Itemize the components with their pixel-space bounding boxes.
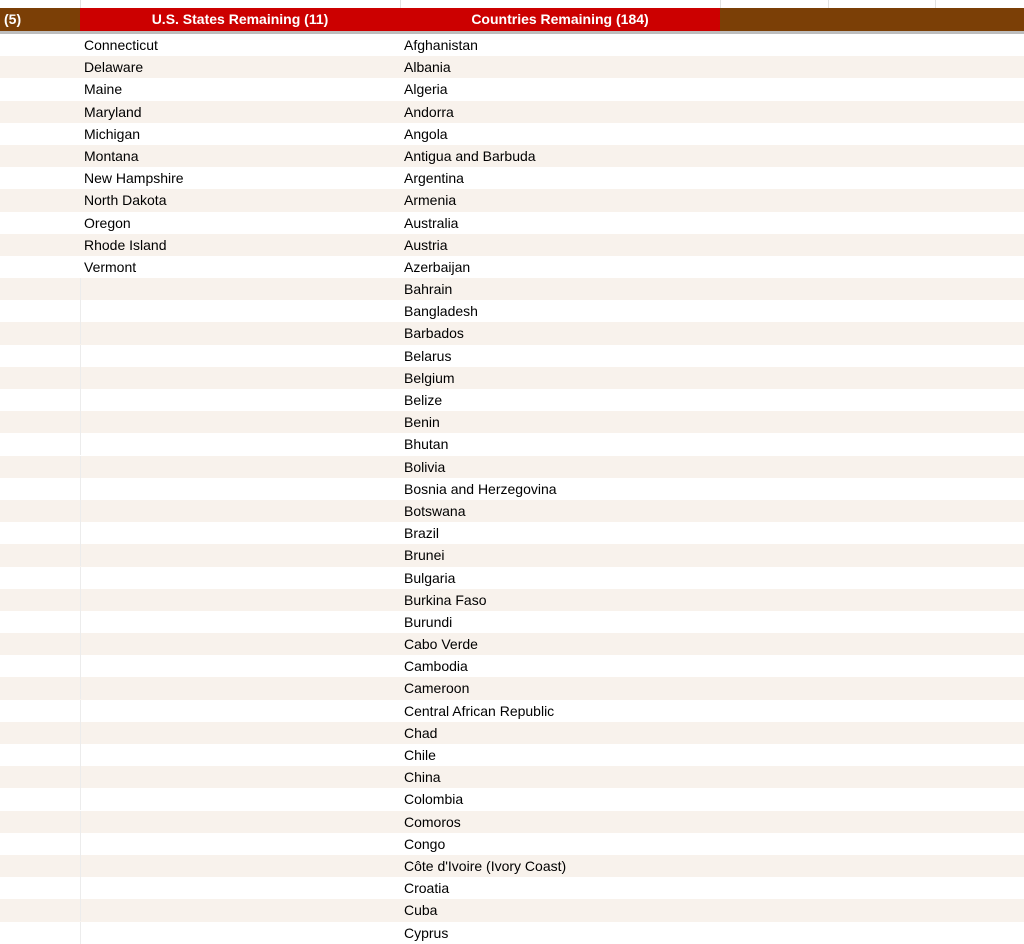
cell-col-d[interactable]	[720, 433, 1024, 455]
cell-col-a[interactable]	[0, 633, 80, 655]
state-cell[interactable]: Michigan	[84, 125, 141, 142]
table-row	[0, 345, 1024, 367]
state-cell[interactable]	[80, 567, 400, 589]
cell-col-a[interactable]	[0, 611, 80, 633]
gridline	[400, 0, 401, 8]
table-row	[0, 677, 1024, 699]
country-cell[interactable]: Colombia	[404, 791, 464, 808]
table-row	[0, 167, 1024, 189]
table-row	[0, 788, 1024, 810]
table-row	[0, 855, 1024, 877]
table-row	[0, 589, 1024, 611]
cell-col-a[interactable]	[0, 833, 80, 855]
cell-col-a[interactable]	[0, 478, 80, 500]
country-cell[interactable]: Armenia	[404, 192, 457, 209]
cell-col-a[interactable]	[0, 722, 80, 744]
country-cell[interactable]: Comoros	[404, 813, 461, 830]
country-cell[interactable]: Austria	[404, 236, 448, 253]
cell-col-d[interactable]	[720, 544, 1024, 566]
cell-col-a[interactable]	[0, 877, 80, 899]
table-row	[0, 611, 1024, 633]
state-cell[interactable]	[80, 456, 400, 478]
gridline	[720, 0, 721, 8]
cell-col-a[interactable]	[0, 700, 80, 722]
cell-col-d[interactable]	[720, 700, 1024, 722]
cell-col-a[interactable]	[0, 78, 80, 100]
state-cell[interactable]	[80, 433, 400, 455]
cell-col-d[interactable]	[720, 788, 1024, 810]
cell-col-a[interactable]	[0, 167, 80, 189]
table-row	[0, 234, 1024, 256]
cell-col-d[interactable]	[720, 833, 1024, 855]
table-row	[0, 256, 1024, 278]
cell-col-d[interactable]	[720, 766, 1024, 788]
gridline	[935, 0, 936, 8]
country-cell[interactable]: Belize	[404, 392, 443, 408]
country-cell[interactable]: Antigua and Barbuda	[404, 147, 536, 164]
state-cell[interactable]	[80, 700, 400, 722]
table-row	[0, 78, 1024, 100]
cell-col-a[interactable]	[0, 677, 80, 699]
state-cell[interactable]	[80, 389, 400, 411]
state-cell[interactable]	[80, 877, 400, 899]
table-row	[0, 522, 1024, 544]
table-row	[0, 433, 1024, 455]
state-cell[interactable]	[80, 345, 400, 367]
country-cell[interactable]: Australia	[404, 214, 459, 231]
country-cell[interactable]: Bosnia and Herzegovina	[404, 480, 557, 497]
cell-col-a[interactable]	[0, 567, 80, 589]
table-row	[0, 123, 1024, 145]
cell-col-a[interactable]	[0, 123, 80, 145]
cell-col-d[interactable]	[720, 899, 1024, 921]
table-row	[0, 922, 1024, 944]
state-cell[interactable]	[80, 411, 400, 433]
table-row	[0, 322, 1024, 344]
state-cell[interactable]	[80, 833, 400, 855]
country-cell[interactable]: Bahrain	[404, 281, 453, 298]
cell-col-a[interactable]	[0, 456, 80, 478]
cell-col-d[interactable]	[720, 56, 1024, 78]
cell-col-d[interactable]	[720, 722, 1024, 744]
country-cell[interactable]: Burkina Faso	[404, 591, 487, 608]
state-cell[interactable]	[80, 322, 400, 344]
state-cell[interactable]	[80, 677, 400, 699]
cell-col-a[interactable]	[0, 101, 80, 123]
cell-col-a[interactable]	[0, 744, 80, 766]
table-row	[0, 833, 1024, 855]
state-cell[interactable]: Rhode Island	[84, 236, 167, 253]
country-cell[interactable]: Central African Republic	[404, 702, 555, 719]
cell-col-a[interactable]	[0, 788, 80, 810]
country-cell[interactable]: Argentina	[404, 170, 464, 187]
cell-col-a[interactable]	[0, 922, 80, 944]
state-cell[interactable]: North Dakota	[84, 192, 167, 209]
country-cell[interactable]: Bhutan	[404, 436, 449, 453]
country-cell[interactable]: Azerbaijan	[404, 258, 471, 275]
cell-col-d[interactable]	[720, 389, 1024, 411]
state-cell[interactable]	[80, 367, 400, 389]
cell-col-a[interactable]	[0, 256, 80, 278]
country-cell[interactable]: Bolivia	[404, 458, 446, 475]
table-row	[0, 212, 1024, 234]
table-row	[0, 101, 1024, 123]
cell-col-a[interactable]	[0, 855, 80, 877]
cell-col-d[interactable]	[720, 677, 1024, 699]
cell-col-a[interactable]	[0, 300, 80, 322]
table-row	[0, 811, 1024, 833]
state-cell[interactable]	[80, 522, 400, 544]
country-cell[interactable]: Cambodia	[404, 658, 468, 675]
country-cell[interactable]: China	[404, 769, 441, 786]
cell-col-d[interactable]	[720, 78, 1024, 100]
country-cell[interactable]: Brazil	[404, 525, 440, 542]
cell-col-a[interactable]	[0, 234, 80, 256]
country-cell[interactable]: Albania	[404, 59, 451, 76]
table-row	[0, 700, 1024, 722]
cell-col-d[interactable]	[720, 411, 1024, 433]
state-cell[interactable]	[80, 655, 400, 677]
state-cell[interactable]	[80, 544, 400, 566]
cell-col-a[interactable]	[0, 34, 80, 56]
cell-col-d[interactable]	[720, 101, 1024, 123]
cell-col-d[interactable]	[720, 300, 1024, 322]
cell-col-a[interactable]	[0, 766, 80, 788]
table-row	[0, 367, 1024, 389]
cell-col-d[interactable]	[720, 522, 1024, 544]
cell-col-a[interactable]	[0, 589, 80, 611]
table-row	[0, 411, 1024, 433]
state-cell[interactable]: Oregon	[84, 214, 131, 231]
state-cell[interactable]: Maryland	[84, 103, 142, 120]
country-cell[interactable]: Botswana	[404, 502, 466, 519]
table-row	[0, 278, 1024, 300]
previous-row-strip	[0, 0, 1024, 8]
state-cell[interactable]	[80, 300, 400, 322]
country-cell[interactable]: Chile	[404, 747, 436, 763]
table-row	[0, 34, 1024, 56]
state-cell[interactable]	[80, 788, 400, 810]
header-cell-a[interactable]: (5)	[0, 8, 80, 31]
cell-col-a[interactable]	[0, 278, 80, 300]
country-cell[interactable]: Cyprus	[404, 924, 449, 941]
gridline	[80, 0, 81, 8]
state-cell[interactable]	[80, 611, 400, 633]
country-cell[interactable]: Côte d'Ivoire (Ivory Coast)	[404, 857, 567, 874]
state-cell[interactable]	[80, 722, 400, 744]
cell-col-d[interactable]	[720, 212, 1024, 234]
state-cell[interactable]	[80, 855, 400, 877]
table-row	[0, 877, 1024, 899]
cell-col-d[interactable]	[720, 322, 1024, 344]
cell-col-d[interactable]	[720, 611, 1024, 633]
table-row	[0, 300, 1024, 322]
country-cell[interactable]: Andorra	[404, 103, 454, 120]
table-row	[0, 189, 1024, 211]
state-cell[interactable]: Montana	[84, 147, 139, 164]
country-cell[interactable]: Barbados	[404, 325, 464, 342]
table-row	[0, 478, 1024, 500]
cell-col-d[interactable]	[720, 744, 1024, 766]
table-row	[0, 500, 1024, 522]
country-cell[interactable]: Bangladesh	[404, 303, 478, 320]
cell-col-d[interactable]	[720, 877, 1024, 899]
cell-col-d[interactable]	[720, 633, 1024, 655]
table-row	[0, 567, 1024, 589]
table-row	[0, 722, 1024, 744]
cell-col-a[interactable]	[0, 389, 80, 411]
country-cell[interactable]: Cabo Verde	[404, 636, 478, 653]
state-cell[interactable]	[80, 766, 400, 788]
data-rows	[0, 34, 1024, 944]
cell-col-d[interactable]	[720, 123, 1024, 145]
country-cell[interactable]: Belgium	[404, 369, 455, 386]
gridline	[828, 0, 829, 8]
cell-col-d[interactable]	[720, 345, 1024, 367]
cell-col-a[interactable]	[0, 189, 80, 211]
cell-col-a[interactable]	[0, 655, 80, 677]
cell-col-a[interactable]	[0, 811, 80, 833]
table-row	[0, 655, 1024, 677]
country-cell[interactable]: Afghanistan	[404, 37, 478, 53]
cell-col-d[interactable]	[720, 567, 1024, 589]
table-row	[0, 56, 1024, 78]
cell-col-d[interactable]	[720, 167, 1024, 189]
cell-col-a[interactable]	[0, 367, 80, 389]
country-cell[interactable]: Bulgaria	[404, 569, 456, 586]
country-cell[interactable]: Brunei	[404, 547, 445, 564]
state-cell[interactable]: Connecticut	[84, 37, 158, 53]
state-cell[interactable]	[80, 478, 400, 500]
header-cell-d[interactable]	[720, 8, 1024, 31]
cell-col-d[interactable]	[720, 500, 1024, 522]
state-cell[interactable]	[80, 633, 400, 655]
cell-col-d[interactable]	[720, 855, 1024, 877]
cell-col-d[interactable]	[720, 278, 1024, 300]
header-row	[0, 8, 1024, 31]
state-cell[interactable]: Vermont	[84, 258, 137, 275]
cell-col-a[interactable]	[0, 899, 80, 921]
table-row	[0, 544, 1024, 566]
table-row	[0, 145, 1024, 167]
cell-col-a[interactable]	[0, 345, 80, 367]
table-row	[0, 899, 1024, 921]
country-cell[interactable]: Cameroon	[404, 680, 470, 697]
cell-col-a[interactable]	[0, 433, 80, 455]
cell-col-a[interactable]	[0, 411, 80, 433]
state-cell[interactable]	[80, 589, 400, 611]
cell-col-d[interactable]	[720, 456, 1024, 478]
cell-col-a[interactable]	[0, 500, 80, 522]
country-cell[interactable]: Angola	[404, 125, 448, 142]
cell-col-d[interactable]	[720, 589, 1024, 611]
cell-col-a[interactable]	[0, 544, 80, 566]
cell-col-d[interactable]	[720, 34, 1024, 56]
country-cell[interactable]: Belarus	[404, 347, 452, 364]
state-cell[interactable]	[80, 922, 400, 944]
country-cell[interactable]: Algeria	[404, 81, 448, 98]
country-cell[interactable]: Benin	[404, 414, 440, 431]
cell-col-d[interactable]	[720, 922, 1024, 944]
cell-col-d[interactable]	[720, 256, 1024, 278]
header-states-remaining[interactable]: U.S. States Remaining (11)	[80, 8, 400, 31]
state-cell[interactable]	[80, 744, 400, 766]
state-cell[interactable]: Delaware	[84, 59, 144, 76]
cell-col-a[interactable]	[0, 145, 80, 167]
state-cell[interactable]: Maine	[84, 81, 123, 98]
state-cell[interactable]: New Hampshire	[84, 170, 184, 187]
table-row	[0, 744, 1024, 766]
cell-col-d[interactable]	[720, 367, 1024, 389]
state-cell[interactable]	[80, 899, 400, 921]
country-cell[interactable]: Chad	[404, 724, 438, 741]
table-row	[0, 456, 1024, 478]
state-cell[interactable]	[80, 278, 400, 300]
cell-col-d[interactable]	[720, 655, 1024, 677]
state-cell[interactable]	[80, 500, 400, 522]
cell-col-d[interactable]	[720, 811, 1024, 833]
cell-col-d[interactable]	[720, 478, 1024, 500]
table-row	[0, 766, 1024, 788]
country-cell[interactable]: Congo	[404, 835, 446, 852]
state-cell[interactable]	[80, 811, 400, 833]
country-cell[interactable]: Croatia	[404, 880, 450, 897]
cell-col-a[interactable]	[0, 212, 80, 234]
header-countries-remaining[interactable]: Countries Remaining (184)	[400, 8, 720, 31]
cell-col-a[interactable]	[0, 522, 80, 544]
country-cell[interactable]: Burundi	[404, 613, 453, 630]
table-row	[0, 389, 1024, 411]
cell-col-a[interactable]	[0, 56, 80, 78]
cell-col-a[interactable]	[0, 322, 80, 344]
cell-col-d[interactable]	[720, 234, 1024, 256]
cell-col-d[interactable]	[720, 145, 1024, 167]
country-cell[interactable]: Cuba	[404, 902, 438, 919]
table-row	[0, 633, 1024, 655]
cell-col-d[interactable]	[720, 189, 1024, 211]
